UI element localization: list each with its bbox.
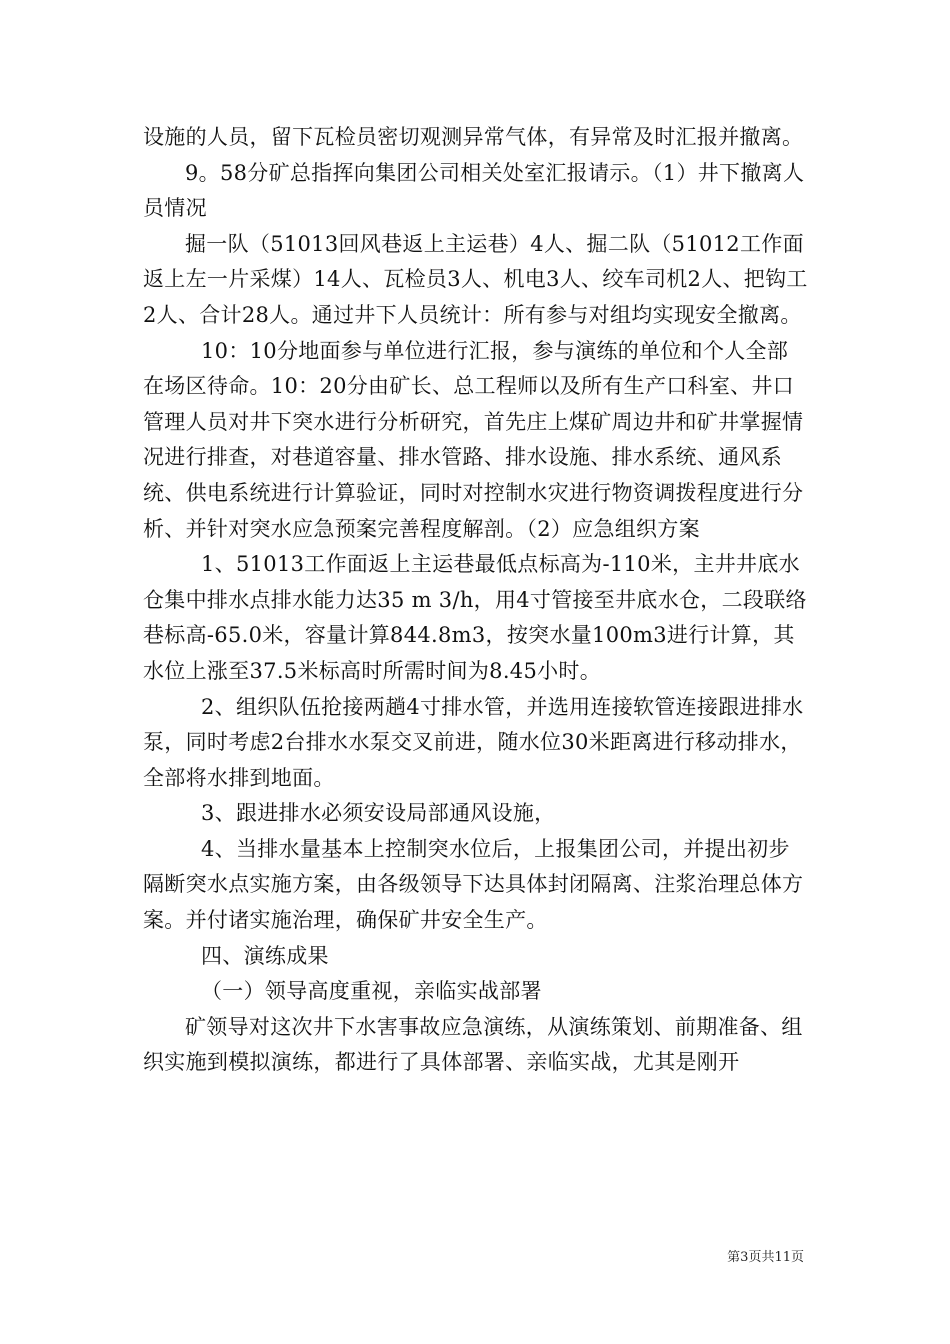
document-body	[143, 120, 808, 1081]
paragraph-7: 3、跟进排水必须安设局部通风设施，	[201, 801, 556, 826]
page-number-footer: 第3页共11页	[727, 1250, 804, 1265]
paragraph-3: 掘一队（51013回风巷返上主运巷）4人、掘二队（51012工作面返上左一片采煤）14人、瓦检员3人、机电3人、绞车司机2人、把钩工2人、合计28人。通过井下人员统计：所有参与对组均实现安全撤离。	[143, 231, 808, 327]
paragraph-9: 矿领导对这次井下水害事故应急演练，从演练策划、前期准备、组织实施到模拟演练，都进行了具体部署、亲临实战，尤其是刚开	[143, 1014, 803, 1075]
paragraph-2: 9。58分矿总指挥向集团公司相关处室汇报请示。（1）井下撤离人员情况	[143, 160, 805, 221]
paragraph-6: 2、组织队伍抢接两趟4寸排水管，并选用连接软管连接跟进排水泵，同时考虑2台排水水泵交叉前进，随水位30米距离进行移动排水，全部将水排到地面。	[143, 694, 804, 790]
paragraph-5: 1、51013工作面返上主运巷最低点标高为-110米，主井井底水仓集中排水点排水能力达35 m 3/h，用4寸管接至井底水仓，二段联络巷标高-65.0米，容量计算844.8m3，按突水量100m3进行计算，其水位上涨至37.5米标高时所需时间为8.45小时。	[143, 552, 807, 683]
section-heading: 四、演练成果	[201, 943, 329, 968]
paragraph-4: 10：10分地面参与单位进行汇报，参与演练的单位和个人全部在场区待命。10：20分由矿长、总工程师以及所有生产口科室、井口管理人员对井下突水进行分析研究，首先庄上煤矿周边井和矿井掌握情况进行排查，对巷道容量、排水管路、排水设施、排水系统、通风系统、供电系统进行计算验证，同时对控制水灾进行物资调拨程度进行分析、并针对突水应急预案完善程度解剖。（2）应急组织方案	[143, 338, 804, 541]
paragraph-8: 4、当排水量基本上控制突水位后，上报集团公司，并提出初步隔断突水点实施方案，由各级领导下达具体封闭隔离、注浆治理总体方案。并付诸实施治理，确保矿井安全生产。	[143, 836, 804, 933]
paragraph-1: 设施的人员，留下瓦检员密切观测异常气体，有异常及时汇报并撤离。	[143, 125, 804, 149]
subsection-heading: （一）领导高度重视，亲临实战部署	[201, 979, 542, 1004]
